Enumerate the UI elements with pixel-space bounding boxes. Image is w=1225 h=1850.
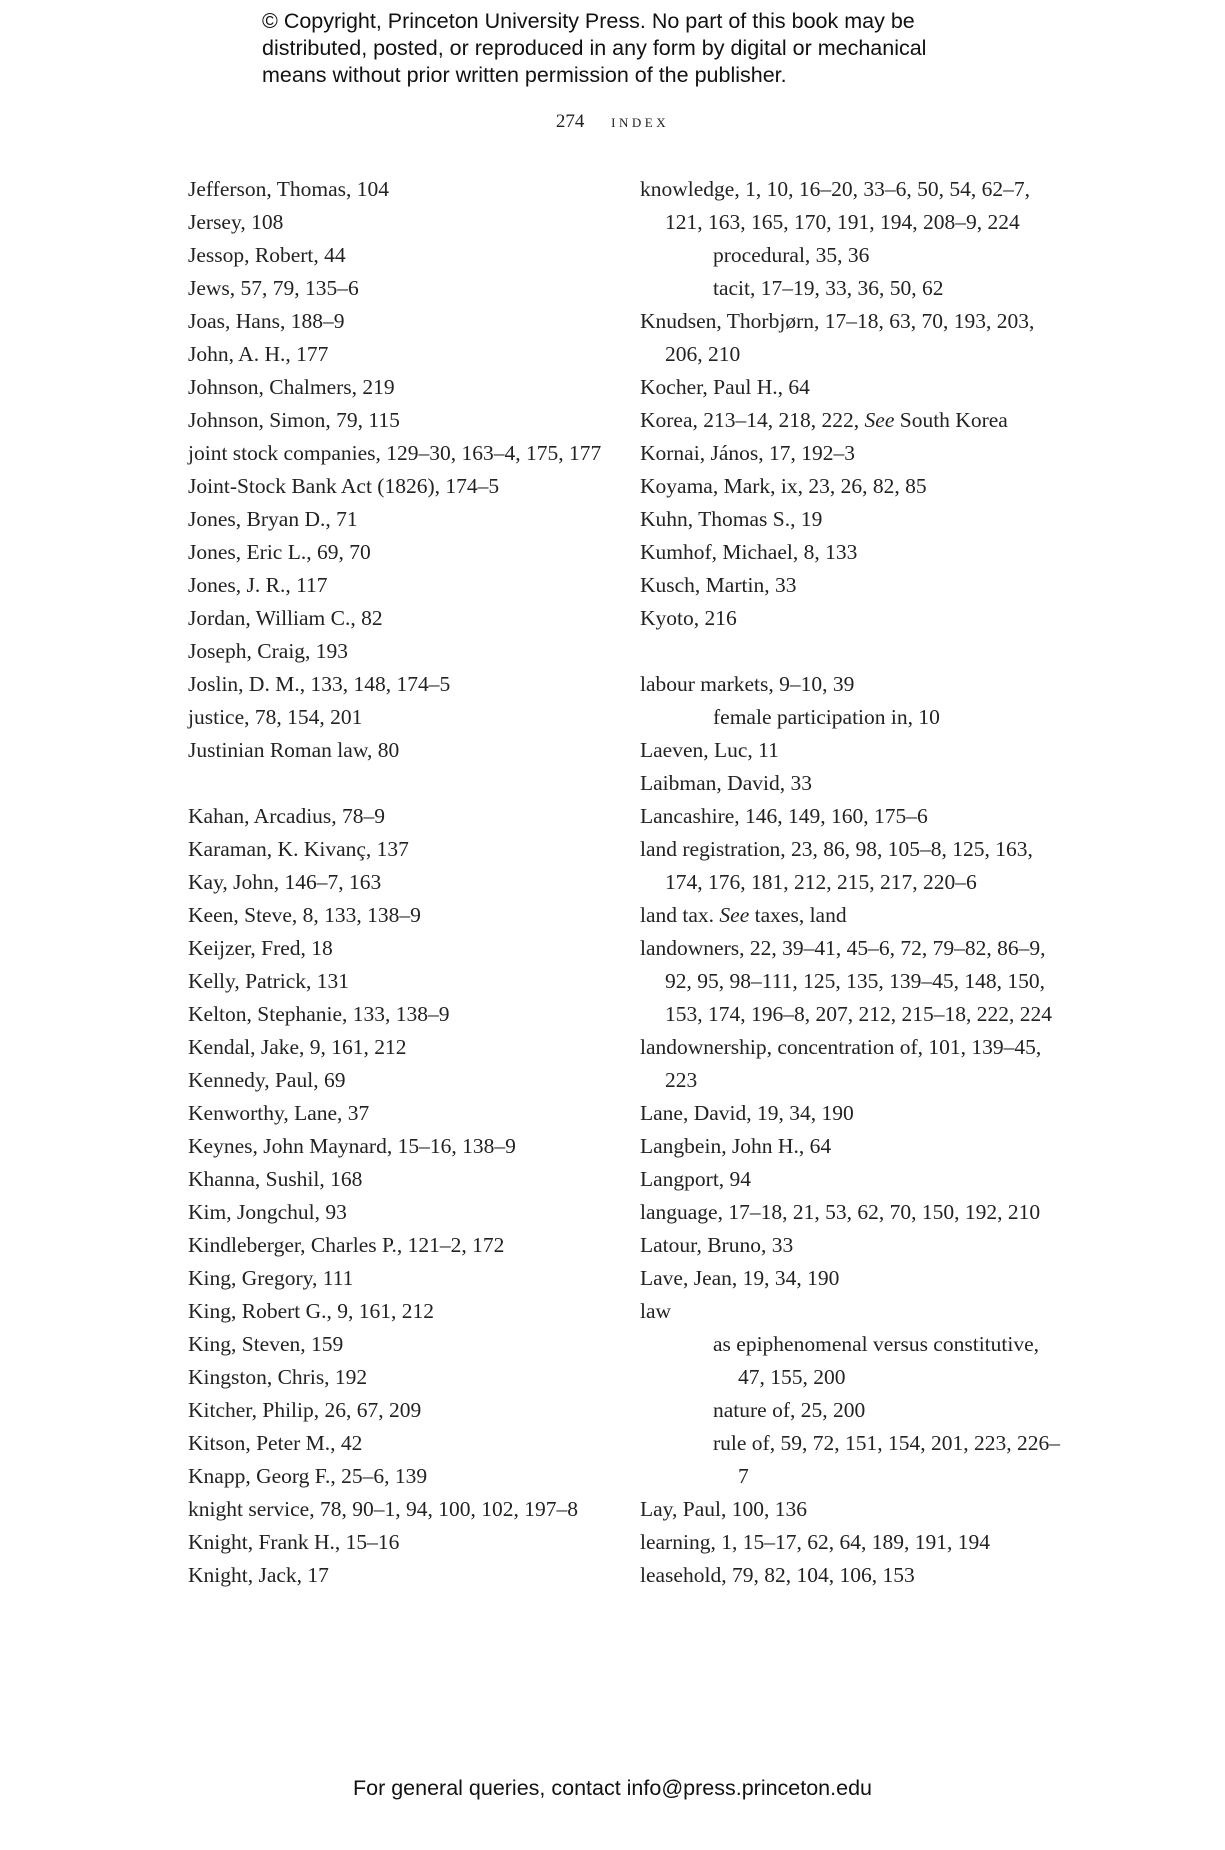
running-head — [0, 111, 1225, 133]
index-entry: knight service, 78, 90–1, 94, 100, 102, 197–8 — [188, 1497, 578, 1521]
index-entry: Kumhof, Michael, 8, 133 — [640, 540, 858, 564]
index-entry: Koyama, Mark, ix, 23, 26, 82, 85 — [640, 474, 927, 498]
index-entry: Jews, 57, 79, 135–6 — [188, 276, 359, 300]
index-entry-text: taxes, land — [749, 903, 847, 927]
see-reference: See — [719, 903, 750, 927]
index-entry: King, Steven, 159 — [188, 1332, 344, 1356]
index-gap — [188, 767, 608, 800]
index-subentry: tacit, 17–19, 33, 36, 50, 62 — [713, 276, 944, 300]
index-entry: King, Gregory, 111 — [188, 1266, 354, 1290]
index-entry: King, Robert G., 9, 161, 212 — [188, 1299, 435, 1323]
copyright-line: means without prior written permission of the publisher. — [262, 63, 787, 87]
index-entry: Jessop, Robert, 44 — [188, 243, 346, 267]
index-entry: joint stock companies, 129–30, 163–4, 175, 177 — [188, 441, 602, 465]
index-entry: Lay, Paul, 100, 136 — [640, 1497, 808, 1521]
index-column-right — [640, 173, 1060, 1592]
index-entry: Jersey, 108 — [188, 210, 284, 234]
running-head-title: index — [611, 111, 670, 132]
index-entry: Kennedy, Paul, 69 — [188, 1068, 346, 1092]
index-entry: Knudsen, Thorbjørn, 17–18, 63, 70, 193, 203, 206, 210 — [640, 309, 1035, 366]
index-entry — [640, 899, 1060, 932]
index-subentry: female participation in, 10 — [713, 705, 940, 729]
index-subentry: rule of, 59, 72, 151, 154, 201, 223, 226–7 — [713, 1431, 1060, 1488]
index-entry: learning, 1, 15–17, 62, 64, 189, 191, 194 — [640, 1530, 990, 1554]
index-entry: Laibman, David, 33 — [640, 771, 812, 795]
index-entry: Latour, Bruno, 33 — [640, 1233, 794, 1257]
index-entry: Keijzer, Fred, 18 — [188, 936, 333, 960]
index-gap — [640, 635, 1060, 668]
index-entry: Karaman, K. Kivanç, 137 — [188, 837, 409, 861]
index-entry: Kendal, Jake, 9, 161, 212 — [188, 1035, 407, 1059]
index-entry: language, 17–18, 21, 53, 62, 70, 150, 192, 210 — [640, 1200, 1041, 1224]
index-entry: law — [640, 1299, 672, 1323]
index-entry: Kahan, Arcadius, 78–9 — [188, 804, 386, 828]
index-entry-text: South Korea — [894, 408, 1008, 432]
index-entry: Jones, Eric L., 69, 70 — [188, 540, 371, 564]
index-entry: Jefferson, Thomas, 104 — [188, 177, 390, 201]
index-entry: Jones, Bryan D., 71 — [188, 507, 358, 531]
index-entry: knowledge, 1, 10, 16–20, 33–6, 50, 54, 62–7, 121, 163, 165, 170, 191, 194, 208–9, 224 — [640, 177, 1030, 234]
index-entry: Kitcher, Philip, 26, 67, 209 — [188, 1398, 422, 1422]
index-entry: Kornai, János, 17, 192–3 — [640, 441, 855, 465]
index-entry: Lancashire, 146, 149, 160, 175–6 — [640, 804, 928, 828]
index-entry: Langbein, John H., 64 — [640, 1134, 832, 1158]
footer-contact: For general queries, contact info@press.princeton.edu — [352, 1776, 872, 1800]
index-entry: Joint-Stock Bank Act (1826), 174–5 — [188, 474, 500, 498]
index-entry: Kelton, Stephanie, 133, 138–9 — [188, 1002, 450, 1026]
index-entry-text: land tax. — [640, 903, 720, 927]
index-entry: labour markets, 9–10, 39 — [640, 672, 855, 696]
index-entry: leasehold, 79, 82, 104, 106, 153 — [640, 1563, 915, 1587]
index-entry: Joseph, Craig, 193 — [188, 639, 349, 663]
index-column-left — [188, 173, 608, 1592]
index-subentry: nature of, 25, 200 — [713, 1398, 866, 1422]
index-entry: Kindleberger, Charles P., 121–2, 172 — [188, 1233, 505, 1257]
index-entry: Kelly, Patrick, 131 — [188, 969, 350, 993]
copyright-notice — [262, 8, 1022, 89]
index-entry: Lane, David, 19, 34, 190 — [640, 1101, 854, 1125]
index-entry: Lave, Jean, 19, 34, 190 — [640, 1266, 840, 1290]
index-entry: Kingston, Chris, 192 — [188, 1365, 368, 1389]
copyright-line: distributed, posted, or reproduced in any form by digital or mechanical — [262, 36, 927, 60]
index-entry: Keen, Steve, 8, 133, 138–9 — [188, 903, 421, 927]
index-entry: Joas, Hans, 188–9 — [188, 309, 345, 333]
index-entry: Knight, Frank H., 15–16 — [188, 1530, 400, 1554]
index-entry: Kocher, Paul H., 64 — [640, 375, 810, 399]
index-entry: Kitson, Peter M., 42 — [188, 1431, 363, 1455]
index-entry: Johnson, Simon, 79, 115 — [188, 408, 400, 432]
index-entry: Kyoto, 216 — [640, 606, 737, 630]
index-entry: Kusch, Martin, 33 — [640, 573, 797, 597]
index-entry: Langport, 94 — [640, 1167, 752, 1191]
copyright-line: © Copyright, Princeton University Press. No part of this book may be — [262, 9, 915, 33]
index-subentry: procedural, 35, 36 — [713, 243, 870, 267]
index-entry: Jordan, William C., 82 — [188, 606, 383, 630]
index-entry: Kim, Jongchul, 93 — [188, 1200, 347, 1224]
index-entry: justice, 78, 154, 201 — [188, 705, 363, 729]
index-entry: Laeven, Luc, 11 — [640, 738, 779, 762]
index-entry: John, A. H., 177 — [188, 342, 329, 366]
index-entry: Kenworthy, Lane, 37 — [188, 1101, 370, 1125]
index-entry: land registration, 23, 86, 98, 105–8, 125, 163, 174, 176, 181, 212, 215, 217, 220–6 — [640, 837, 1033, 894]
see-reference: See — [864, 408, 895, 432]
index-entry: Kuhn, Thomas S., 19 — [640, 507, 823, 531]
index-entry: Keynes, John Maynard, 15–16, 138–9 — [188, 1134, 516, 1158]
index-entry — [640, 404, 1060, 437]
index-entry: Justinian Roman law, 80 — [188, 738, 400, 762]
index-entry: Johnson, Chalmers, 219 — [188, 375, 395, 399]
index-entry: Knight, Jack, 17 — [188, 1563, 329, 1587]
index-entry-text: Korea, 213–14, 218, 222, — [640, 408, 865, 432]
index-entry: landownership, concentration of, 101, 139–45, 223 — [640, 1035, 1042, 1092]
index-entry: Khanna, Sushil, 168 — [188, 1167, 363, 1191]
index-entry: Jones, J. R., 117 — [188, 573, 328, 597]
index-entry: landowners, 22, 39–41, 45–6, 72, 79–82, 86–9, 92, 95, 98–111, 125, 135, 139–45, 148, 150, 153, 174, 196–8, 207, 212, 215–18, 222, 224 — [640, 936, 1052, 1026]
page-number: 274 — [555, 111, 585, 132]
index-entry: Joslin, D. M., 133, 148, 174–5 — [188, 672, 451, 696]
index-entry: Knapp, Georg F., 25–6, 139 — [188, 1464, 428, 1488]
index-subentry: as epiphenomenal versus constitutive, 47, 155, 200 — [713, 1332, 1040, 1389]
index-entry: Kay, John, 146–7, 163 — [188, 870, 382, 894]
